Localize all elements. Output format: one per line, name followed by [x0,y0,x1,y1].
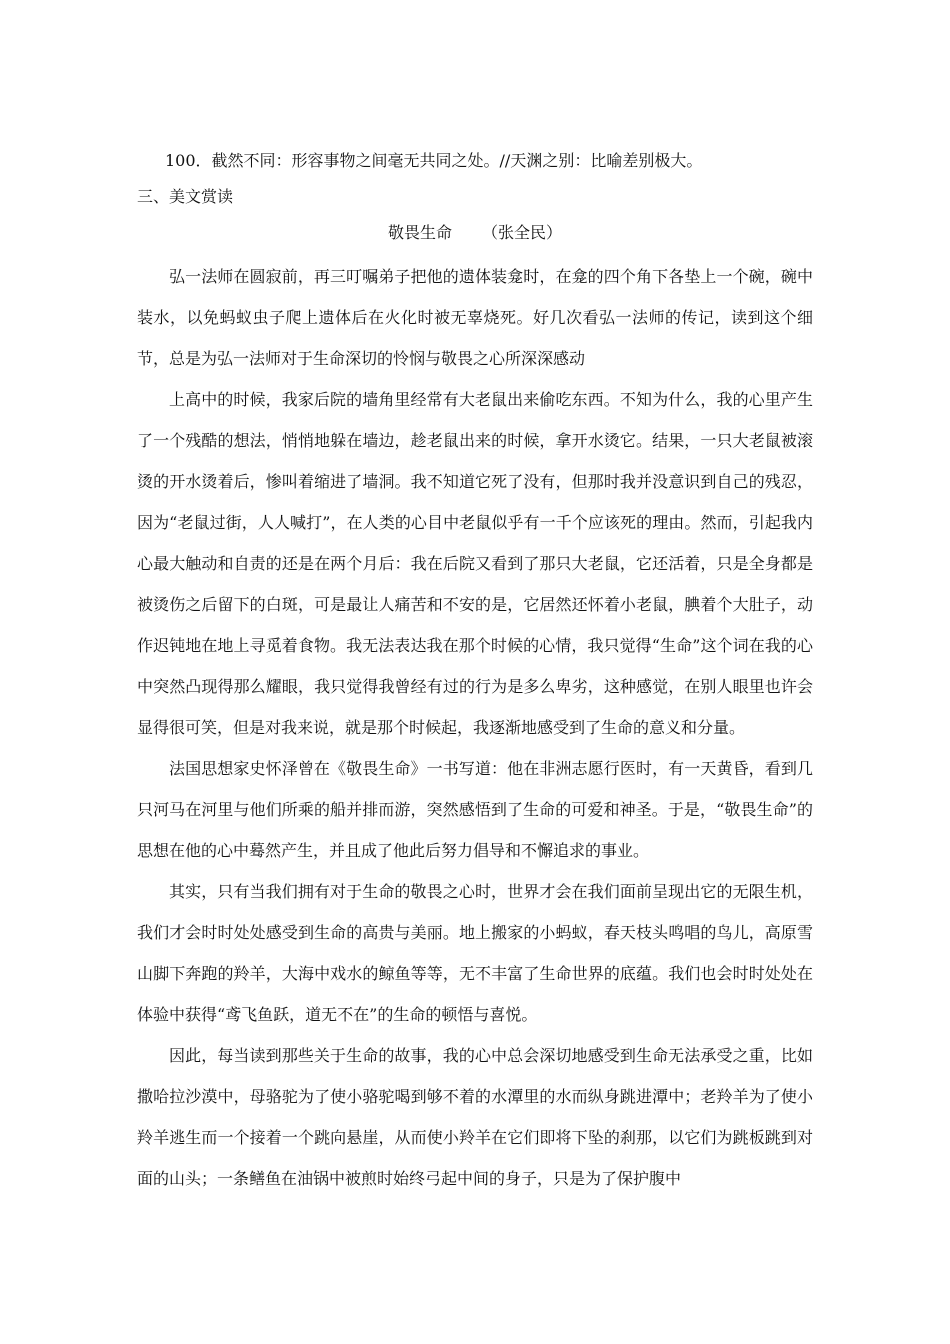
article-title-text: 敬畏生命 [387,223,452,242]
entry-100: 100．截然不同：形容事物之间毫无共同之处。//天渊之别：比喻差别极大。 [165,151,703,170]
paragraph-3: 法国思想家史怀泽曾在《敬畏生命》一书写道：他在非洲志愿行医时，有一天黄昏，看到几只河马在河里与他们所乘的船并排而游，突然感悟到了生命的可爱和神圣。于是，“敬畏生命”的思想在他的心中蓦然产生，并且成了他此后努力倡导和不懈追求的事业。 [137,759,813,860]
article-title [0,222,950,244]
paragraph-1: 弘一法师在圆寂前，再三叮嘱弟子把他的遗体装龛时，在龛的四个角下各垫上一个碗，碗中装水，以免蚂蚁虫子爬上遗体后在火化时被无辜烧死。好几次看弘一法师的传记，读到这个细节，总是为弘一法师对于生命深切的怜悯与敬畏之心所深深感动 [137,267,813,368]
section-heading: 三、美文赏读 [137,187,234,206]
article-author: （张全民） [482,223,563,242]
paragraph-2: 上高中的时候，我家后院的墙角里经常有大老鼠出来偷吃东西。不知为什么，我的心里产生了一个残酷的想法，悄悄地躲在墙边，趁老鼠出来的时候，拿开水烫它。结果，一只大老鼠被滚烫的开水烫着后，惨叫着缩进了墙洞。我不知道它死了没有，但那时我并没意识到自己的残忍，因为“老鼠过街，人人喊打”，在人类的心目中老鼠似乎有一千个应该死的理由。然而，引起我内心最大触动和自责的还是在两个月后：我在后院又看到了那只大老鼠，它还活着，只是全身都是被烫伤之后留下的白斑，可是最让人痛苦和不安的是，它居然还怀着小老鼠，腆着个大肚子，动作迟钝地在地上寻觅着食物。我无法表达我在那个时候的心情，我只觉得“生命”这个词在我的心中突然凸现得那么耀眼，我只觉得我曾经有过的行为是多么卑劣，这种感觉，在别人眼里也许会显得很可笑，但是对我来说，就是那个时候起，我逐渐地感受到了生命的意义和分量。 [137,390,813,737]
paragraph-5: 因此，每当读到那些关于生命的故事，我的心中总会深切地感受到生命无法承受之重，比如撒哈拉沙漠中，母骆驼为了使小骆驼喝到够不着的水潭里的水而纵身跳进潭中；老羚羊为了使小羚羊逃生而一个接着一个跳向悬崖，从而使小羚羊在它们即将下坠的刹那，以它们为跳板跳到对面的山头；一条鳝鱼在油锅中被煎时始终弓起中间的身子，只是为了保护腹中 [137,1046,813,1188]
paragraph-4: 其实，只有当我们拥有对于生命的敬畏之心时，世界才会在我们面前呈现出它的无限生机，我们才会时时处处感受到生命的高贵与美丽。地上搬家的小蚂蚁，春天枝头鸣唱的鸟儿，高原雪山脚下奔跑的羚羊，大海中戏水的鲸鱼等等，无不丰富了生命世界的底蕴。我们也会时时处处在体验中获得“鸢飞鱼跃，道无不在”的生命的顿悟与喜悦。 [137,882,813,1024]
article-body [137,256,813,1199]
